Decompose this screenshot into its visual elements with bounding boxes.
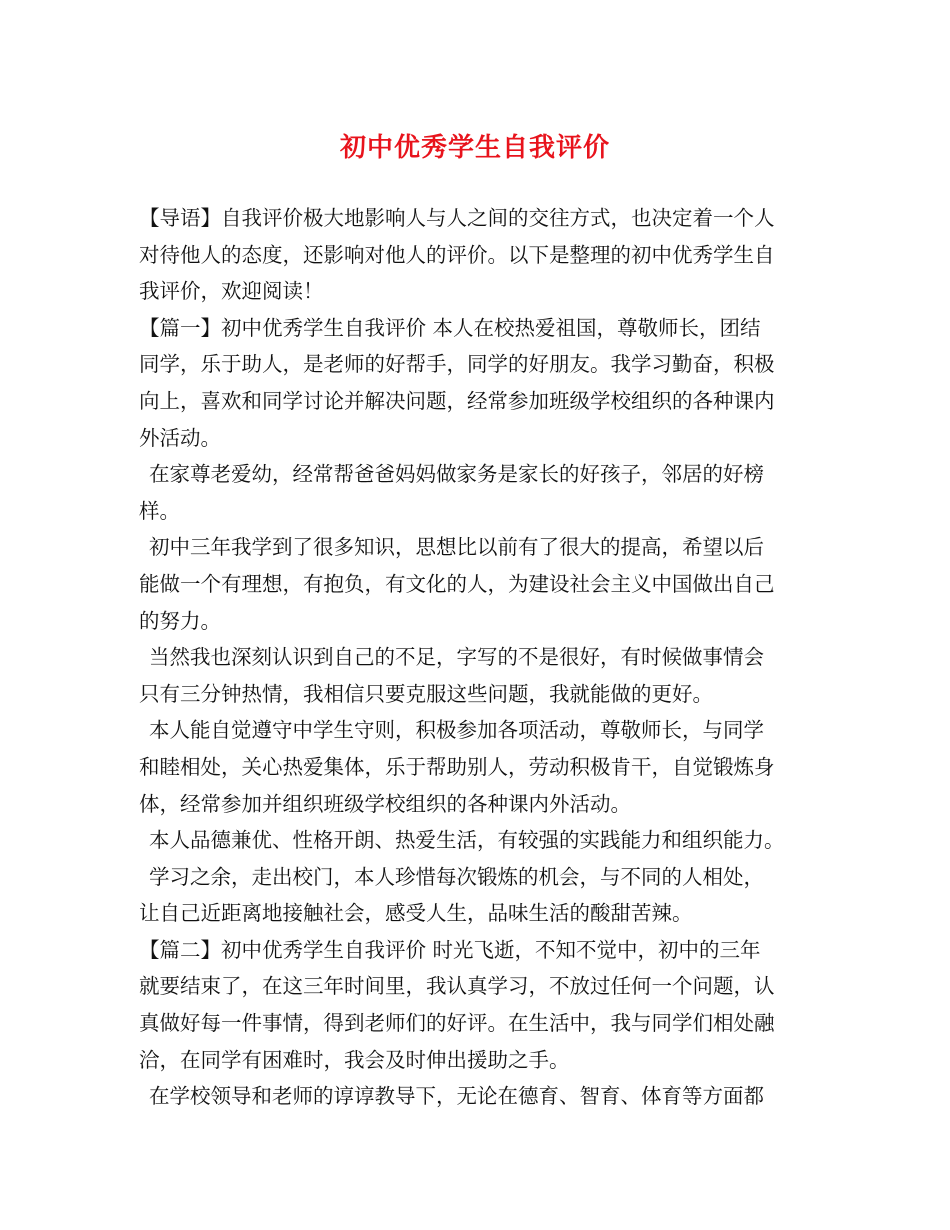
text-line: 和睦相处，关心热爱集体，乐于帮助别人，劳动积极肯干，自觉锻炼身 [139,754,775,779]
text-line: 洽，在同学有困难时，我会及时伸出援助之手。 [139,1047,570,1072]
text-line: 只有三分钟热情，我相信只要克服这些问题，我就能做的更好。 [139,681,713,706]
text-line: 就要结束了，在这三年时间里，我认真学习，不放过任何一个问题，认 [139,974,775,999]
text-line: 能做一个有理想，有抱负，有文化的人，为建设社会主义中国做出自己 [139,571,775,596]
text-line: 体，经常参加并组织班级学校组织的各种课内外活动。 [139,791,631,816]
text-line: 样。 [139,498,180,523]
document-title: 初中优秀学生自我评价 [339,133,610,163]
text-line: 让自己近距离地接触社会，感受人生，品味生活的酸甜苦辣。 [139,901,693,926]
text-line: 【篇一】初中优秀学生自我评价 本人在校热爱祖国，尊敬师长，团结 [139,315,761,340]
text-line: 本人品德兼优、性格开朗、热爱生活，有较强的实践能力和组织能力。 [149,828,785,853]
text-line: 学习之余，走出校门，本人珍惜每次锻炼的机会，与不同的人相处， [149,864,764,889]
text-line: 向上，喜欢和同学讨论并解决问题，经常参加班级学校组织的各种课内 [139,388,775,413]
text-line: 的努力。 [139,608,221,633]
text-line: 对待他人的态度，还影响对他人的评价。以下是整理的初中优秀学生自 [139,242,775,267]
text-line: 同学，乐于助人，是老师的好帮手，同学的好朋友。我学习勤奋，积极 [139,352,775,377]
text-line: 在学校领导和老师的谆谆教导下，无论在德育、智育、体育等方面都 [149,1084,764,1109]
text-line: 当然我也深刻认识到自己的不足，字写的不是很好，有时候做事情会 [149,645,764,670]
text-line: 【导语】自我评价极大地影响人与人之间的交往方式，也决定着一个人 [139,206,775,230]
text-line: 在家尊老爱幼，经常帮爸爸妈妈做家务是家长的好孩子，邻居的好榜 [149,462,764,487]
text-line: 我评价，欢迎阅读！ [139,279,324,304]
text-line: 外活动。 [139,425,221,450]
text-line: 初中三年我学到了很多知识，思想比以前有了很大的提高，希望以后 [149,535,764,560]
text-line: 真做好每一件事情，得到老师们的好评。在生活中，我与同学们相处融 [139,1011,775,1036]
text-line: 【篇二】初中优秀学生自我评价 时光飞逝，不知不觉中，初中的三年 [139,937,761,962]
document-body [139,200,813,1115]
text-line: 本人能自觉遵守中学生守则，积极参加各项活动，尊敬师长，与同学 [149,718,764,743]
